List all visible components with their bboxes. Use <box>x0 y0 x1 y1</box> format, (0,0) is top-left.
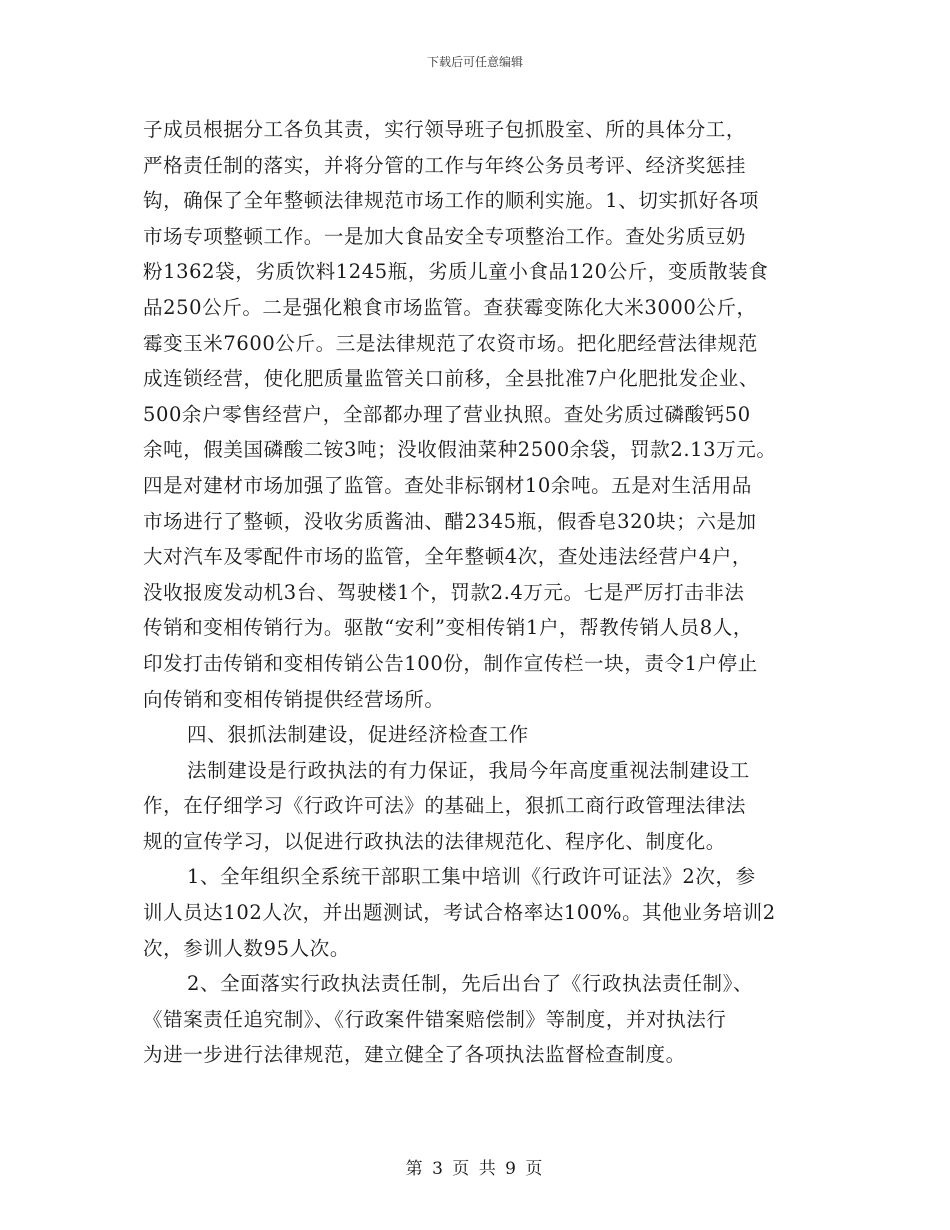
text-line: 向传销和变相传销提供经营场所。 <box>143 687 445 711</box>
text-line: 为进一步进行法律规范，建立健全了各项执法监督检查制度。 <box>143 1043 686 1067</box>
text-line: 训人员达102人次，并出题测试，考试合格率达100%。其他业务培训2 <box>143 901 776 925</box>
text-line: 2、全面落实行政执法责任制，先后出台了《行政执法责任制》、 <box>187 972 754 996</box>
page-number-footer: 第 3 页 共 9 页 <box>405 1159 545 1179</box>
text-line: 1、全年组织全系统干部职工集中培训《行政许可证法》2次，参 <box>187 865 756 889</box>
text-line: 子成员根据分工各负其责，实行领导班子包抓股室、所的具体分工， <box>143 118 747 141</box>
page-header: 下载后可任意编辑 <box>426 55 523 69</box>
text-line: 传销和变相传销行为。驱散“安利”变相传销1户，帮教传销人员8人， <box>143 616 753 640</box>
text-line: 余吨，假美国磷酸二铵3吨；没收假油菜种2500余袋，罚款2.13万元。 <box>143 438 777 462</box>
text-line: 500余户零售经营户，全部都办理了营业执照。查处劣质过磷酸钙50 <box>143 402 751 426</box>
text-line: 大对汽车及零配件市场的监管，全年整顿4次，查处违法经营户4户， <box>143 545 752 569</box>
text-line: 粉1362袋，劣质饮料1245瓶，劣质儿童小食品120公斤，变质散装食 <box>143 260 769 284</box>
text-line: 成连锁经营，使化肥质量监管关口前移，全县批准7户化肥批发企业、 <box>143 367 760 391</box>
document-body <box>143 112 843 1073</box>
text-line: 法制建设是行政执法的有力保证，我局今年高度重视法制建设工 <box>187 758 750 782</box>
text-line: 次，参训人数95人次。 <box>143 936 350 960</box>
text-line: 品250公斤。二是强化粮食市场监管。查获霉变陈化大米3000公斤， <box>143 295 757 319</box>
text-line: 四是对建材市场加强了监管。查处非标钢材10余吨。五是对生活用品 <box>143 473 752 497</box>
text-line: 《错案责任追究制》、《行政案件错案赔偿制》等制度，并对执法行 <box>143 1007 727 1031</box>
text-line: 市场进行了整顿，没收劣质酱油、醋2345瓶，假香皂320块；六是加 <box>143 509 757 533</box>
text-line: 印发打击传销和变相传销公告100份，制作宣传栏一块，责令1户停止 <box>143 651 758 675</box>
text-line: 霉变玉米7600公斤。三是法律规范了农资市场。把化肥经营法律规范 <box>143 331 758 355</box>
text-line: 规的宣传学习，以促进行政执法的法律规范化、程序化、制度化。 <box>143 829 726 853</box>
section-heading: 四、狠抓法制建设，促进经济检查工作 <box>187 723 529 747</box>
text-line: 市场专项整顿工作。一是加大食品安全专项整治工作。查处劣质豆奶 <box>143 224 747 248</box>
text-line: 钩，确保了全年整顿法律规范市场工作的顺利实施。1、切实抓好各项 <box>143 189 760 213</box>
text-line: 没收报废发动机3台、驾驶楼1个，罚款2.4万元。七是严厉打击非法 <box>143 580 745 604</box>
text-line: 作，在仔细学习《行政许可法》的基础上，狠抓工商行政管理法律法 <box>143 794 747 818</box>
text-line: 严格责任制的落实，并将分管的工作与年终公务员考评、经济奖惩挂 <box>143 153 747 177</box>
